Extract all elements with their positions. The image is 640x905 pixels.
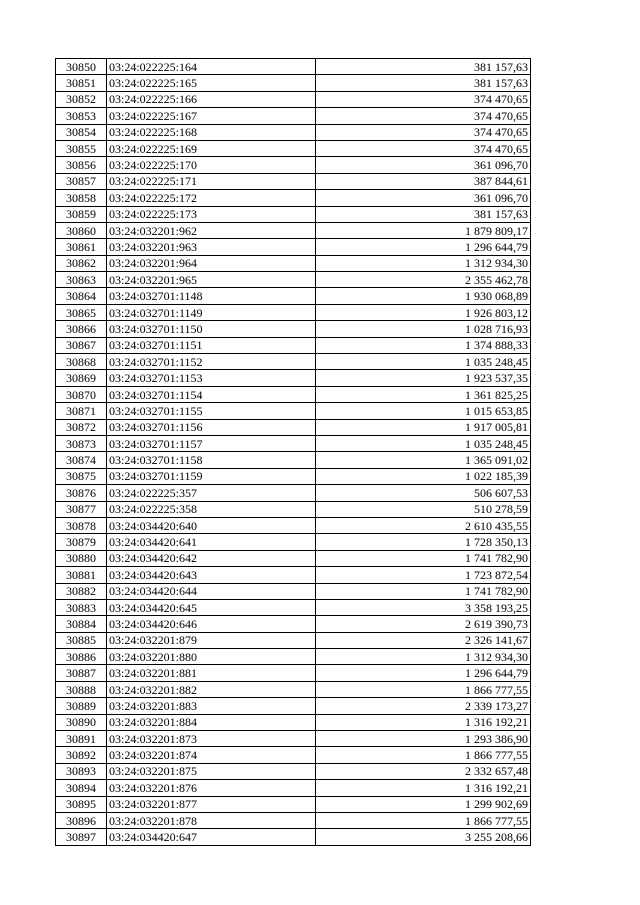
- cadastral-value-cell: 361 096,70: [316, 190, 531, 206]
- cadastral-number-cell: 03:24:032701:1150: [107, 321, 316, 337]
- cadastral-value-cell: 1 866 777,55: [316, 747, 531, 763]
- row-number-cell: 30852: [56, 91, 107, 107]
- row-number-cell: 30857: [56, 173, 107, 189]
- cadastral-value-cell: 374 470,65: [316, 91, 531, 107]
- cadastral-number-cell: 03:24:032201:877: [107, 796, 316, 812]
- table-row: [56, 59, 531, 75]
- cadastral-value-cell: 2 355 462,78: [316, 272, 531, 288]
- row-number-cell: 30855: [56, 140, 107, 156]
- row-number-cell: 30894: [56, 780, 107, 796]
- cadastral-number-cell: 03:24:034420:640: [107, 517, 316, 533]
- cadastral-value-cell: 1 296 644,79: [316, 665, 531, 681]
- table-row: [56, 681, 531, 697]
- row-number-cell: 30870: [56, 386, 107, 402]
- table-row: [56, 812, 531, 828]
- row-number-cell: 30880: [56, 550, 107, 566]
- cadastral-value-cell: 374 470,65: [316, 124, 531, 140]
- table-body: [56, 59, 531, 846]
- cadastral-number-cell: 03:24:032701:1154: [107, 386, 316, 402]
- cadastral-value-cell: 1 028 716,93: [316, 321, 531, 337]
- table-row: [56, 288, 531, 304]
- cadastral-number-cell: 03:24:032701:1158: [107, 452, 316, 468]
- table-row: [56, 386, 531, 402]
- table-row: [56, 206, 531, 222]
- cadastral-value-cell: 2 332 657,48: [316, 763, 531, 779]
- table-row: [56, 403, 531, 419]
- table-row: [56, 632, 531, 648]
- table-row: [56, 419, 531, 435]
- table-row: [56, 714, 531, 730]
- row-number-cell: 30897: [56, 829, 107, 845]
- cadastral-number-cell: 03:24:034420:645: [107, 599, 316, 615]
- row-number-cell: 30877: [56, 501, 107, 517]
- cadastral-value-cell: 2 619 390,73: [316, 616, 531, 632]
- table-row: [56, 665, 531, 681]
- table-row: [56, 731, 531, 747]
- cadastral-value-cell: 3 358 193,25: [316, 599, 531, 615]
- cadastral-value-cell: 1 035 248,45: [316, 354, 531, 370]
- cadastral-value-cell: 510 278,59: [316, 501, 531, 517]
- table-row: [56, 91, 531, 107]
- row-number-cell: 30873: [56, 435, 107, 451]
- cadastral-value-cell: 381 157,63: [316, 75, 531, 91]
- table-row: [56, 452, 531, 468]
- row-number-cell: 30878: [56, 517, 107, 533]
- row-number-cell: 30891: [56, 731, 107, 747]
- cadastral-number-cell: 03:24:022225:165: [107, 75, 316, 91]
- cadastral-value-cell: 1 879 809,17: [316, 222, 531, 238]
- cadastral-number-cell: 03:24:032701:1156: [107, 419, 316, 435]
- cadastral-number-cell: 03:24:022225:170: [107, 157, 316, 173]
- cadastral-number-cell: 03:24:032701:1148: [107, 288, 316, 304]
- cadastral-value-cell: 381 157,63: [316, 59, 531, 75]
- row-number-cell: 30887: [56, 665, 107, 681]
- row-number-cell: 30853: [56, 108, 107, 124]
- row-number-cell: 30881: [56, 567, 107, 583]
- table-row: [56, 501, 531, 517]
- cadastral-number-cell: 03:24:022225:169: [107, 140, 316, 156]
- row-number-cell: 30895: [56, 796, 107, 812]
- cadastral-number-cell: 03:24:022225:164: [107, 59, 316, 75]
- cadastral-value-cell: 387 844,61: [316, 173, 531, 189]
- row-number-cell: 30864: [56, 288, 107, 304]
- cadastral-value-cell: 1 312 934,30: [316, 649, 531, 665]
- cadastral-value-cell: 1 316 192,21: [316, 714, 531, 730]
- cadastral-value-cell: 2 326 141,67: [316, 632, 531, 648]
- row-number-cell: 30851: [56, 75, 107, 91]
- table-row: [56, 173, 531, 189]
- row-number-cell: 30896: [56, 812, 107, 828]
- table-row: [56, 354, 531, 370]
- row-number-cell: 30892: [56, 747, 107, 763]
- cadastral-number-cell: 03:24:032201:876: [107, 780, 316, 796]
- cadastral-value-cell: 1 365 091,02: [316, 452, 531, 468]
- table-row: [56, 485, 531, 501]
- cadastral-number-cell: 03:24:034420:646: [107, 616, 316, 632]
- table-row: [56, 272, 531, 288]
- cadastral-number-cell: 03:24:032201:882: [107, 681, 316, 697]
- table-row: [56, 599, 531, 615]
- row-number-cell: 30866: [56, 321, 107, 337]
- cadastral-value-cell: 1 741 782,90: [316, 583, 531, 599]
- row-number-cell: 30862: [56, 255, 107, 271]
- cadastral-number-cell: 03:24:022225:166: [107, 91, 316, 107]
- row-number-cell: 30876: [56, 485, 107, 501]
- cadastral-number-cell: 03:24:032201:962: [107, 222, 316, 238]
- table-row: [56, 337, 531, 353]
- row-number-cell: 30882: [56, 583, 107, 599]
- cadastral-number-cell: 03:24:032201:878: [107, 812, 316, 828]
- cadastral-value-cell: 1 741 782,90: [316, 550, 531, 566]
- row-number-cell: 30888: [56, 681, 107, 697]
- cadastral-value-cell: 1 316 192,21: [316, 780, 531, 796]
- cadastral-number-cell: 03:24:022225:173: [107, 206, 316, 222]
- cadastral-number-cell: 03:24:022225:171: [107, 173, 316, 189]
- table-row: [56, 698, 531, 714]
- table-row: [56, 796, 531, 812]
- table-row: [56, 140, 531, 156]
- cadastral-value-cell: 1 374 888,33: [316, 337, 531, 353]
- table-row: [56, 190, 531, 206]
- cadastral-value-cell: 374 470,65: [316, 108, 531, 124]
- cadastral-value-cell: 2 339 173,27: [316, 698, 531, 714]
- table-row: [56, 239, 531, 255]
- cadastral-number-cell: 03:24:032701:1155: [107, 403, 316, 419]
- table-row: [56, 763, 531, 779]
- table-row: [56, 255, 531, 271]
- table-row: [56, 321, 531, 337]
- cadastral-value-cell: 1 930 068,89: [316, 288, 531, 304]
- cadastral-number-cell: 03:24:034420:644: [107, 583, 316, 599]
- table-row: [56, 157, 531, 173]
- row-number-cell: 30890: [56, 714, 107, 730]
- table-row: [56, 468, 531, 484]
- cadastral-number-cell: 03:24:022225:167: [107, 108, 316, 124]
- cadastral-number-cell: 03:24:032701:1151: [107, 337, 316, 353]
- table-row: [56, 124, 531, 140]
- cadastral-value-cell: 1 866 777,55: [316, 681, 531, 697]
- cadastral-number-cell: 03:24:032201:964: [107, 255, 316, 271]
- table-row: [56, 304, 531, 320]
- cadastral-value-cell: 1 866 777,55: [316, 812, 531, 828]
- cadastral-value-cell: 3 255 208,66: [316, 829, 531, 845]
- row-number-cell: 30879: [56, 534, 107, 550]
- row-number-cell: 30868: [56, 354, 107, 370]
- cadastral-value-cell: 1 926 803,12: [316, 304, 531, 320]
- cadastral-number-cell: 03:24:032201:875: [107, 763, 316, 779]
- cadastral-number-cell: 03:24:022225:358: [107, 501, 316, 517]
- cadastral-value-cell: 1 923 537,35: [316, 370, 531, 386]
- cadastral-number-cell: 03:24:034420:642: [107, 550, 316, 566]
- row-number-cell: 30872: [56, 419, 107, 435]
- cadastral-value-cell: 506 607,53: [316, 485, 531, 501]
- cadastral-number-cell: 03:24:032201:873: [107, 731, 316, 747]
- row-number-cell: 30875: [56, 468, 107, 484]
- table-row: [56, 649, 531, 665]
- row-number-cell: 30893: [56, 763, 107, 779]
- cadastral-number-cell: 03:24:032201:883: [107, 698, 316, 714]
- row-number-cell: 30885: [56, 632, 107, 648]
- cadastral-number-cell: 03:24:022225:357: [107, 485, 316, 501]
- cadastral-value-cell: 1 035 248,45: [316, 435, 531, 451]
- table-row: [56, 75, 531, 91]
- row-number-cell: 30871: [56, 403, 107, 419]
- cadastral-value-cell: 1 022 185,39: [316, 468, 531, 484]
- row-number-cell: 30884: [56, 616, 107, 632]
- cadastral-number-cell: 03:24:032201:879: [107, 632, 316, 648]
- table-row: [56, 517, 531, 533]
- cadastral-number-cell: 03:24:032201:965: [107, 272, 316, 288]
- row-number-cell: 30867: [56, 337, 107, 353]
- table-row: [56, 747, 531, 763]
- cadastral-number-cell: 03:24:032701:1159: [107, 468, 316, 484]
- table-row: [56, 370, 531, 386]
- cadastral-number-cell: 03:24:032201:874: [107, 747, 316, 763]
- row-number-cell: 30863: [56, 272, 107, 288]
- cadastral-number-cell: 03:24:032201:881: [107, 665, 316, 681]
- cadastral-number-cell: 03:24:032701:1152: [107, 354, 316, 370]
- cadastral-value-cell: 1 723 872,54: [316, 567, 531, 583]
- cadastral-value-cell: 1 293 386,90: [316, 731, 531, 747]
- table-row: [56, 616, 531, 632]
- row-number-cell: 30856: [56, 157, 107, 173]
- row-number-cell: 30874: [56, 452, 107, 468]
- table-row: [56, 550, 531, 566]
- row-number-cell: 30861: [56, 239, 107, 255]
- row-number-cell: 30850: [56, 59, 107, 75]
- row-number-cell: 30860: [56, 222, 107, 238]
- table-row: [56, 222, 531, 238]
- row-number-cell: 30889: [56, 698, 107, 714]
- cadastral-value-cell: 1 015 653,85: [316, 403, 531, 419]
- cadastral-value-cell: 1 312 934,30: [316, 255, 531, 271]
- row-number-cell: 30865: [56, 304, 107, 320]
- table-row: [56, 583, 531, 599]
- row-number-cell: 30883: [56, 599, 107, 615]
- cadastral-number-cell: 03:24:034420:647: [107, 829, 316, 845]
- cadastral-value-table: [55, 58, 531, 846]
- cadastral-number-cell: 03:24:032701:1157: [107, 435, 316, 451]
- cadastral-number-cell: 03:24:022225:168: [107, 124, 316, 140]
- cadastral-value-cell: 2 610 435,55: [316, 517, 531, 533]
- cadastral-number-cell: 03:24:034420:643: [107, 567, 316, 583]
- row-number-cell: 30859: [56, 206, 107, 222]
- cadastral-value-cell: 1 296 644,79: [316, 239, 531, 255]
- row-number-cell: 30869: [56, 370, 107, 386]
- table-row: [56, 534, 531, 550]
- table-row: [56, 567, 531, 583]
- cadastral-number-cell: 03:24:022225:172: [107, 190, 316, 206]
- cadastral-number-cell: 03:24:032701:1149: [107, 304, 316, 320]
- cadastral-number-cell: 03:24:032701:1153: [107, 370, 316, 386]
- row-number-cell: 30854: [56, 124, 107, 140]
- cadastral-value-cell: 1 361 825,25: [316, 386, 531, 402]
- cadastral-value-cell: 374 470,65: [316, 140, 531, 156]
- cadastral-value-cell: 381 157,63: [316, 206, 531, 222]
- cadastral-value-cell: 1 299 902,69: [316, 796, 531, 812]
- cadastral-number-cell: 03:24:032201:963: [107, 239, 316, 255]
- table-row: [56, 435, 531, 451]
- table-row: [56, 108, 531, 124]
- cadastral-value-cell: 361 096,70: [316, 157, 531, 173]
- row-number-cell: 30858: [56, 190, 107, 206]
- row-number-cell: 30886: [56, 649, 107, 665]
- cadastral-number-cell: 03:24:034420:641: [107, 534, 316, 550]
- cadastral-value-cell: 1 917 005,81: [316, 419, 531, 435]
- table-row: [56, 780, 531, 796]
- cadastral-number-cell: 03:24:032201:884: [107, 714, 316, 730]
- cadastral-number-cell: 03:24:032201:880: [107, 649, 316, 665]
- table-row: [56, 829, 531, 845]
- cadastral-value-cell: 1 728 350,13: [316, 534, 531, 550]
